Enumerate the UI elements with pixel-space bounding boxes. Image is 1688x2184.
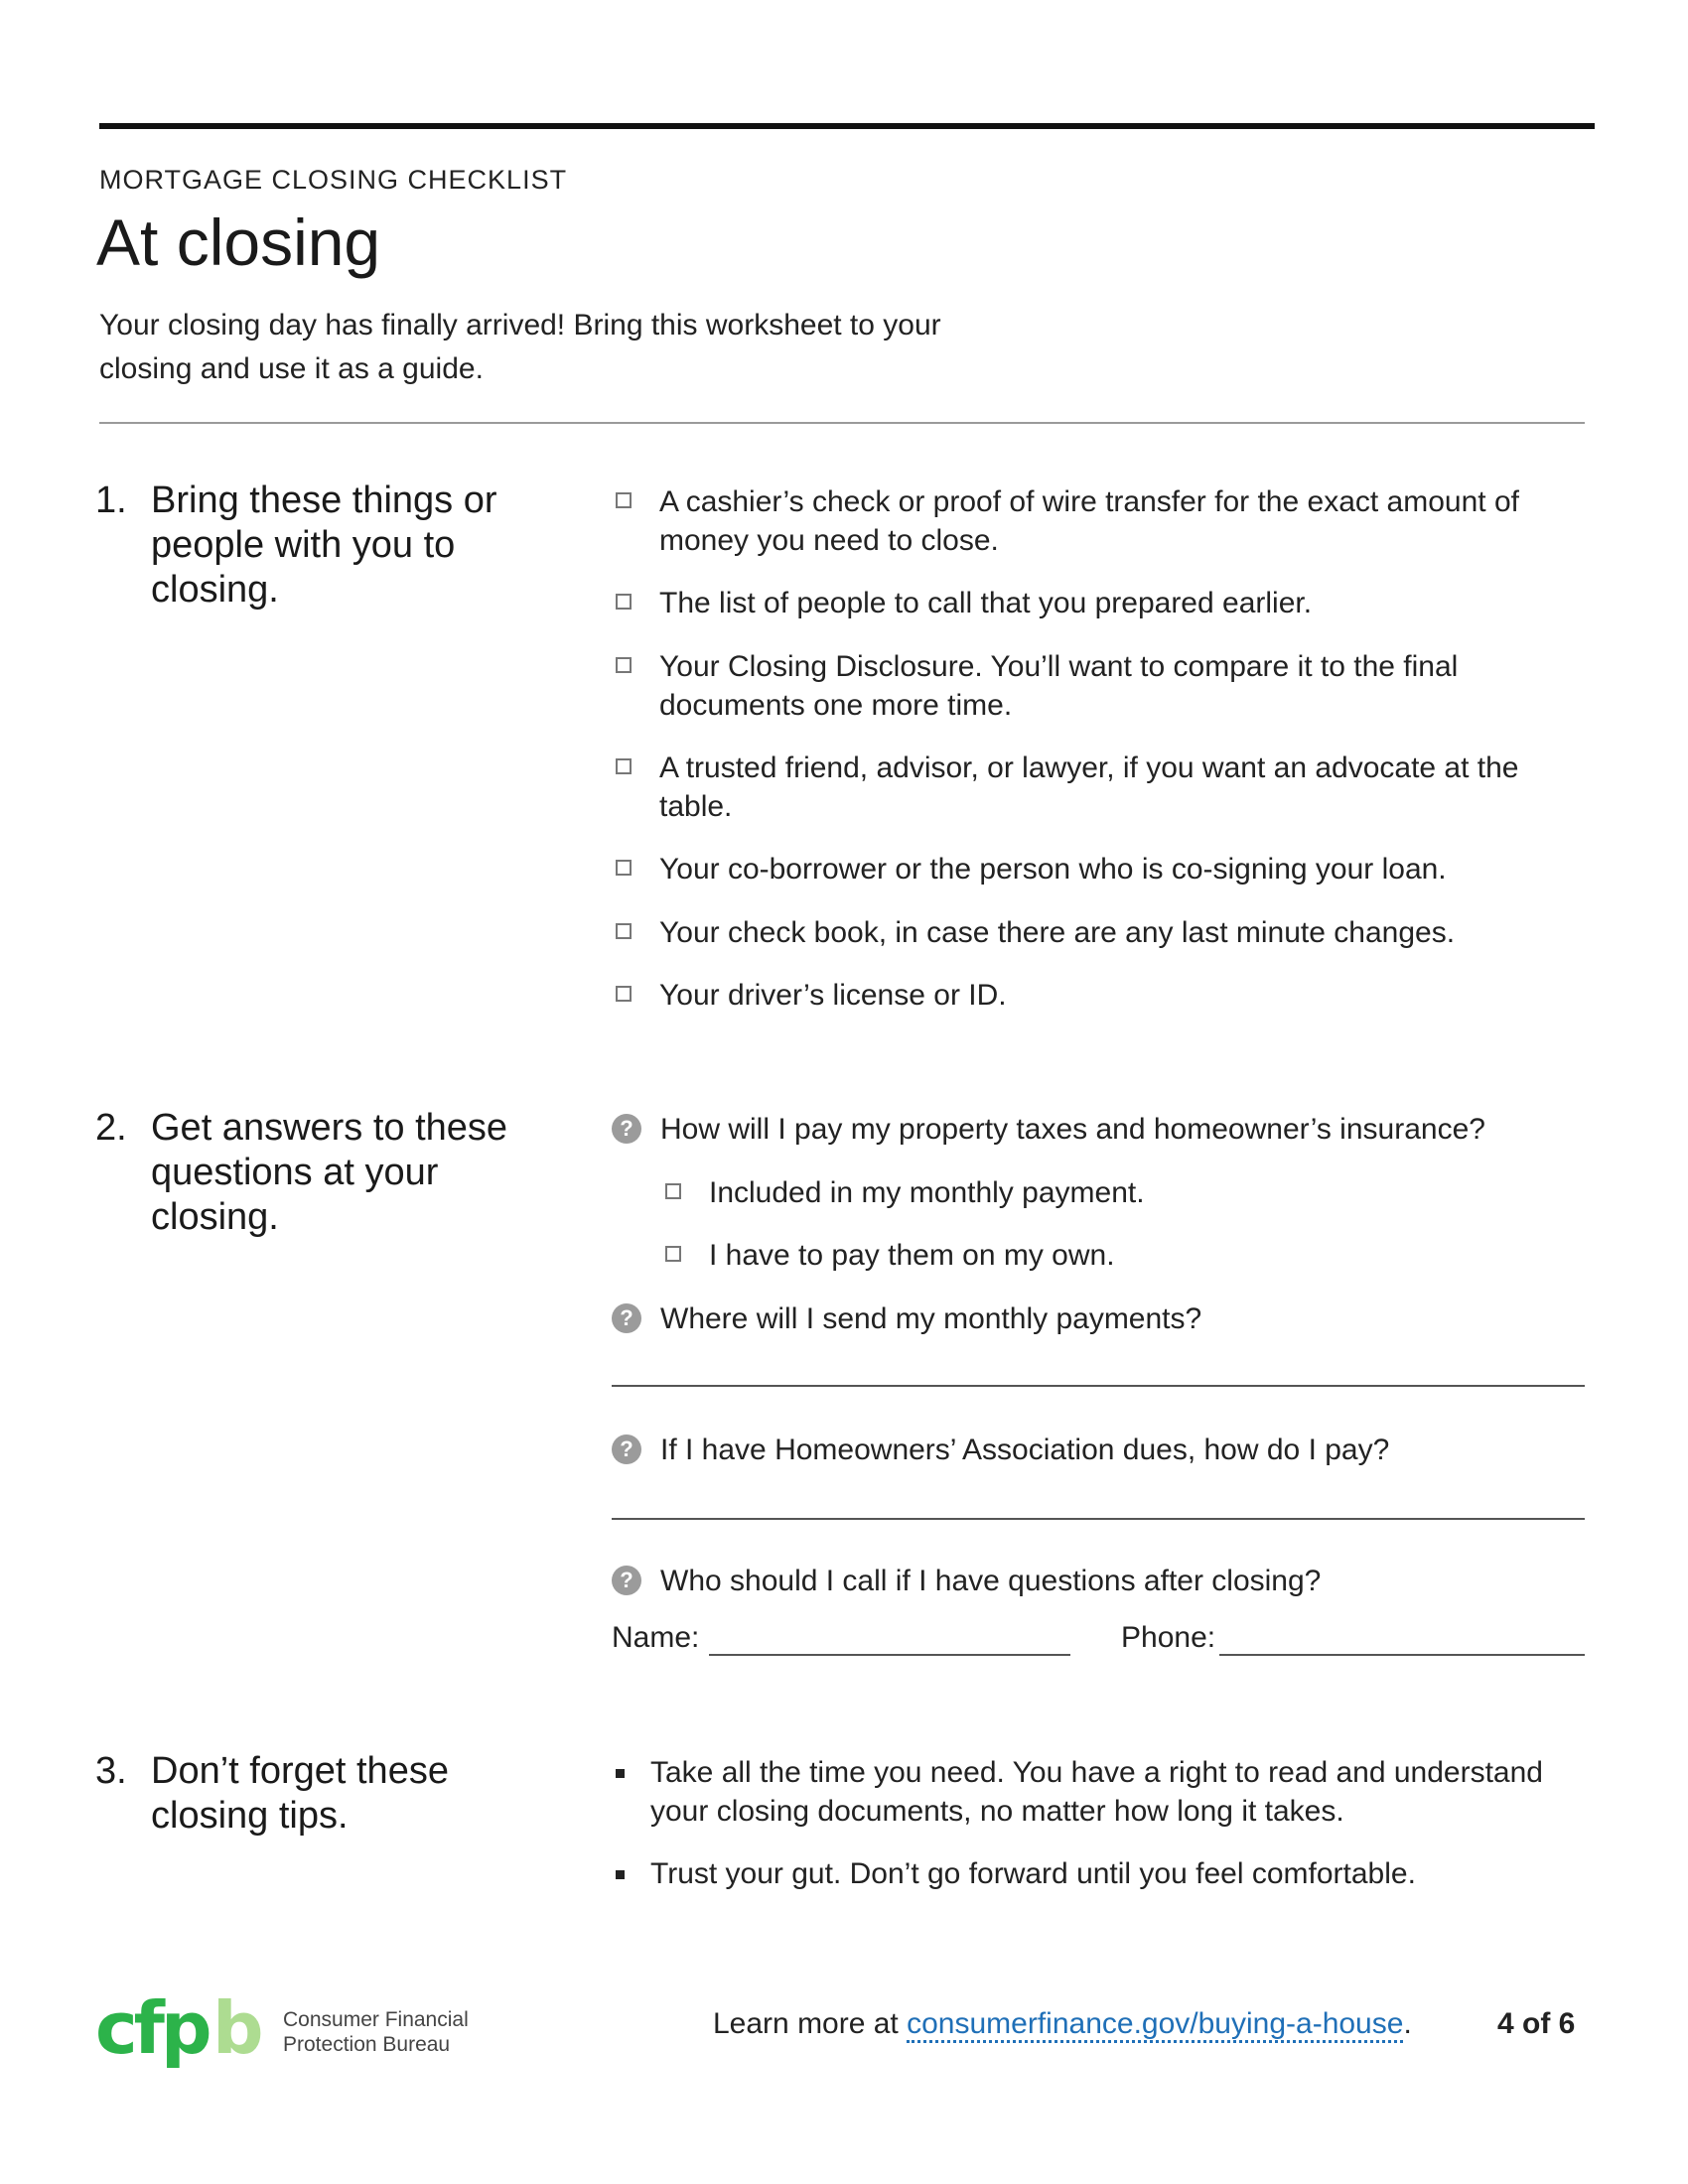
section-title: Don’t forget these closing tips. [151,1750,449,1837]
checklist-item-label: Your driver’s license or ID. [659,979,1007,1012]
svg-text:cfp: cfp [95,1995,209,2070]
question-icon: ? [612,1434,641,1464]
option-label: Included in my monthly payment. [709,1176,1145,1209]
answer-line[interactable] [612,1385,1585,1387]
question-text: If I have Homeowners’ Association dues, how do I pay? [660,1433,1390,1466]
checkbox-icon[interactable] [665,1183,681,1199]
document-eyebrow: MORTGAGE CLOSING CHECKLIST [99,165,568,195]
section-number: 3. [95,1750,127,1792]
cfpb-logo [95,1995,269,2080]
tip-text: Trust your gut. Don’t go forward until you feel comfortable. [650,1857,1416,1890]
option-item[interactable] [663,1173,1557,1212]
checkbox-icon[interactable] [616,758,632,774]
org-name [283,2007,469,2057]
phone-field[interactable] [1219,1654,1585,1656]
section-2-heading [95,1106,568,1240]
checkbox-icon[interactable] [616,594,632,610]
section-1-heading [95,478,568,613]
divider [99,422,1585,424]
checklist-item-label: Your check book, in case there are any last minute changes. [659,916,1456,949]
learn-more-period: . [1403,2007,1412,2040]
tip-item [614,1854,1587,1893]
question-icon: ? [612,1566,641,1595]
name-label: Name: [612,1621,700,1654]
page-number: 4 of 6 [1497,2007,1576,2040]
bullet-icon [616,1870,625,1879]
answer-line[interactable] [612,1518,1585,1520]
checklist-item[interactable] [614,913,1567,952]
cfpb-logo-mark [95,1995,269,2075]
option-item[interactable] [663,1236,1557,1275]
checklist-item[interactable] [614,850,1567,888]
tip-text: Take all the time you need. You have a right to read and understand your closing documents, no matter how long it takes. [650,1756,1543,1828]
name-field[interactable] [709,1654,1070,1656]
checklist-item[interactable] [614,482,1567,560]
question-item [612,1562,1585,1600]
checklist-item-label: A trusted friend, advisor, or lawyer, if you want an advocate at the table. [659,751,1519,823]
checklist-item-label: A cashier’s check or proof of wire transfer for the exact amount of money you need to close. [659,485,1519,557]
top-rule [99,123,1595,129]
phone-label: Phone: [1121,1621,1216,1654]
bullet-icon [616,1769,625,1778]
question-text: How will I pay my property taxes and homeowner’s insurance? [660,1113,1485,1146]
learn-more-text: Learn more at [713,2007,899,2040]
org-name-line2: Protection Bureau [283,2033,451,2056]
svg-text:b: b [212,1995,260,2070]
checklist-item-label: Your Closing Disclosure. You’ll want to compare it to the final documents one more time. [659,650,1459,722]
option-label: I have to pay them on my own. [709,1239,1115,1272]
checklist-item[interactable] [614,976,1567,1015]
section-number: 2. [95,1107,127,1149]
intro-text: Your closing day has finally arrived! Bring this worksheet to your closing and use it as a guide. [99,309,941,385]
tip-item [614,1753,1587,1831]
checklist-item-label: Your co-borrower or the person who is co-signing your loan. [659,853,1447,886]
question-icon: ? [612,1303,641,1333]
org-name-line1: Consumer Financial [283,2008,469,2031]
section-title: Bring these things or people with you to closing. [151,479,497,611]
checkbox-icon[interactable] [616,986,632,1002]
question-text: Who should I call if I have questions after closing? [660,1565,1322,1597]
question-icon: ? [612,1114,641,1144]
checkbox-icon[interactable] [616,657,632,673]
checklist-item[interactable] [614,749,1567,826]
checklist-item[interactable] [614,584,1567,622]
checkbox-icon[interactable] [665,1246,681,1262]
checkbox-icon[interactable] [616,860,632,876]
learn-more-link[interactable]: consumerfinance.gov/buying-a-house [907,2007,1403,2043]
page-title: At closing [96,205,381,279]
checklist-item[interactable] [614,647,1567,725]
checklist-item-label: The list of people to call that you prepared earlier. [659,587,1313,619]
question-item [612,1431,1585,1469]
section-title: Get answers to these questions at your closing. [151,1107,508,1238]
section-number: 1. [95,479,127,521]
checkbox-icon[interactable] [616,492,632,508]
checkbox-icon[interactable] [616,923,632,939]
question-text: Where will I send my monthly payments? [660,1302,1202,1335]
question-item [612,1110,1585,1149]
question-item [612,1299,1585,1338]
footer-learn-more [713,2007,1412,2041]
section-3-heading [95,1749,568,1839]
